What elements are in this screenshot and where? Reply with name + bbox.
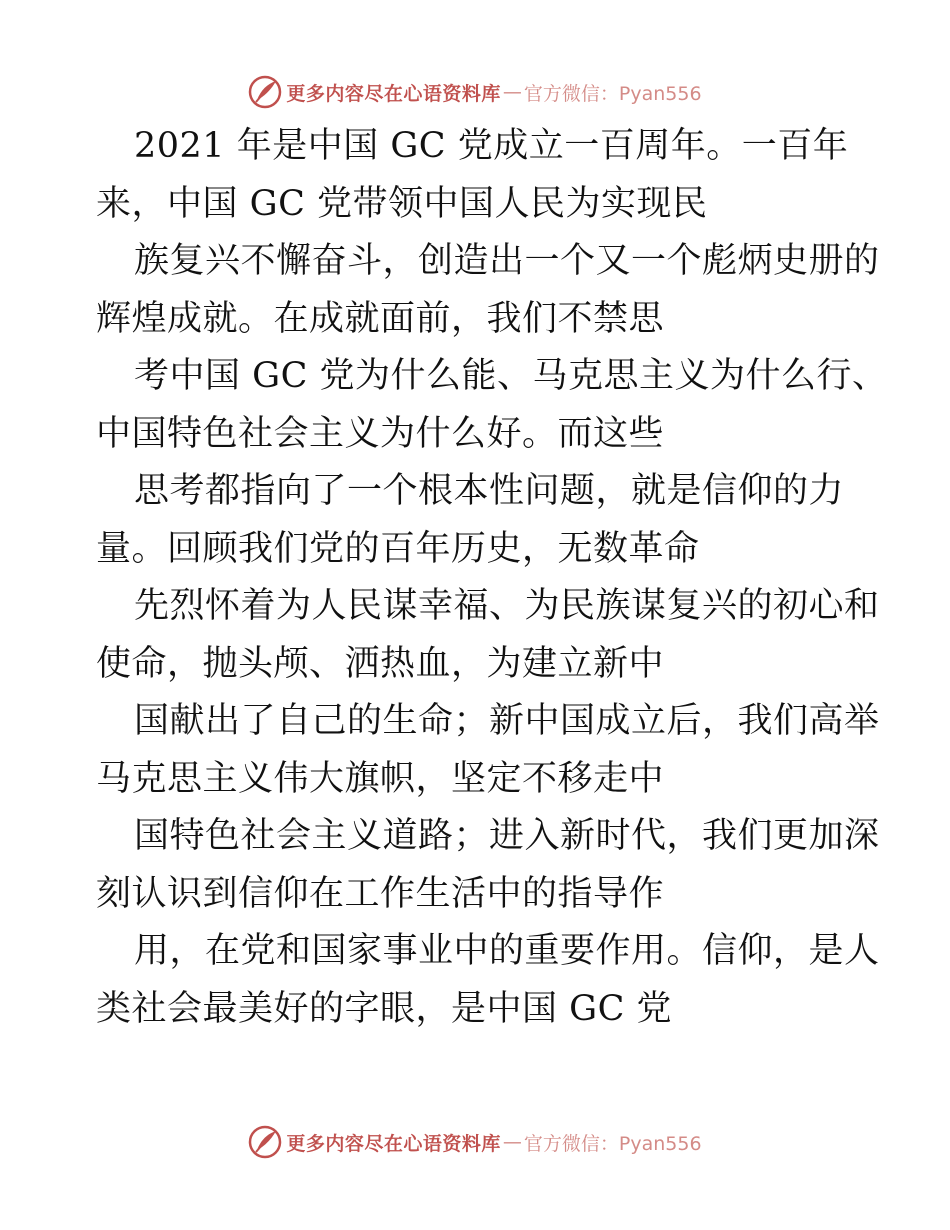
text-line: 类社会最美好的字眼，是中国 GC 党 <box>96 988 672 1029</box>
banner-dash: — <box>502 1131 522 1153</box>
banner-dash: — <box>502 81 522 103</box>
text-line: 来，中国 GC 党带领中国人民为实现民 <box>96 183 708 224</box>
document-body <box>96 118 888 1038</box>
feather-pen-logo-icon <box>248 1125 282 1159</box>
banner-contact: 官方微信：Pyan556 <box>523 82 702 105</box>
text-line: 用，在党和国家事业中的重要作用。信仰，是人 <box>134 931 880 971</box>
text-line: 考中国 GC 党为什么能、马克思主义为什么行、 <box>134 356 888 396</box>
text-line: 族复兴不懈奋斗，创造出一个又一个彪炳史册的 <box>134 241 880 281</box>
banner-contact: 官方微信：Pyan556 <box>523 1132 702 1155</box>
banner-title: 更多内容尽在心语资料库 <box>286 1132 501 1155</box>
text-line: 2021 年是中国 GC 党成立一百周年。一百年 <box>134 126 849 166</box>
footer-banner <box>0 1122 950 1162</box>
feather-pen-logo-icon <box>248 75 282 109</box>
text-line: 量。回顾我们党的百年历史，无数革命 <box>96 528 700 569</box>
text-line: 马克思主义伟大旗帜，坚定不移走中 <box>96 758 665 799</box>
header-banner <box>0 72 950 112</box>
text-line: 思考都指向了一个根本性问题，就是信仰的力 <box>134 471 845 511</box>
text-line: 先烈怀着为人民谋幸福、为民族谋复兴的初心和 <box>134 586 880 626</box>
text-line: 刻认识到信仰在工作生活中的指导作 <box>96 873 665 914</box>
text-line: 中国特色社会主义为什么好。而这些 <box>96 413 665 454</box>
text-line: 使命，抛头颅、洒热血，为建立新中 <box>96 643 665 684</box>
text-line: 国献出了自己的生命；新中国成立后，我们高举 <box>134 701 880 741</box>
banner-title: 更多内容尽在心语资料库 <box>286 82 501 105</box>
text-line: 国特色社会主义道路；进入新时代，我们更加深 <box>134 816 880 856</box>
text-line: 辉煌成就。在成就面前，我们不禁思 <box>96 298 665 339</box>
